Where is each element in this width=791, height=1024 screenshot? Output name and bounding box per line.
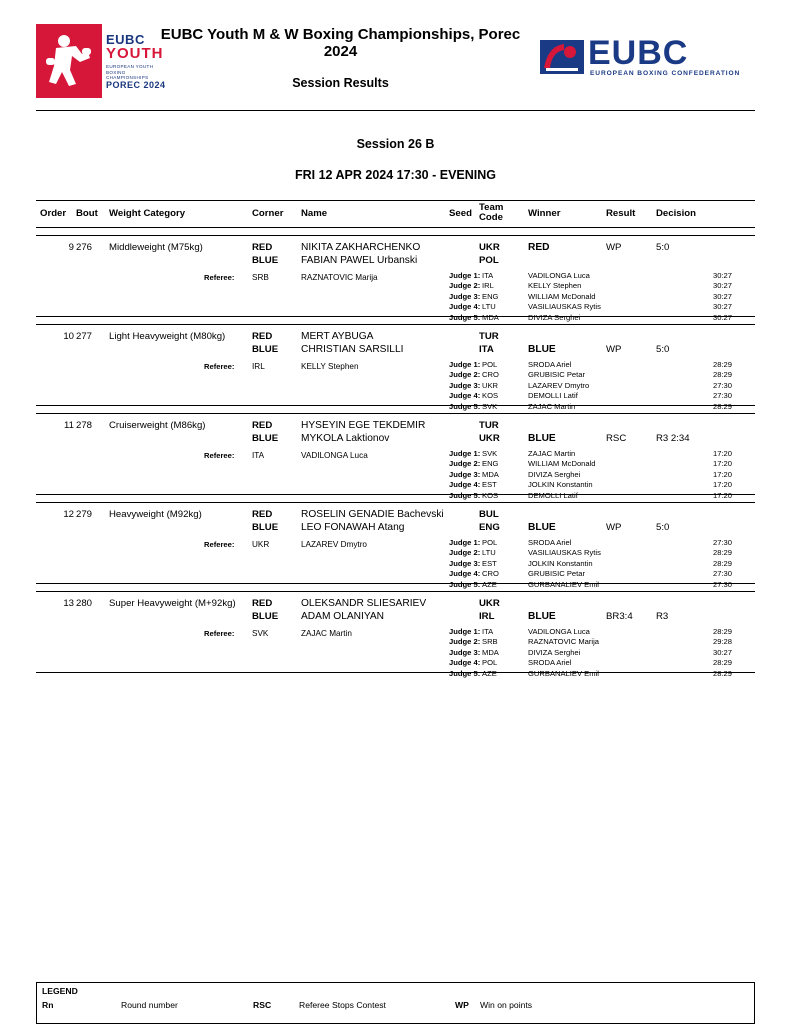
bout-blue-corner: BLUE [252,344,279,355]
bout-number: 280 [76,598,93,609]
judge-score: 27:30 [713,538,733,547]
column-header-order: Order [40,208,67,219]
judge-name: LAZAREV Dmytro [528,380,590,390]
bout-weight-category: Heavyweight (M92kg) [109,509,202,520]
judge-row [449,459,749,469]
bout-decision: R3 [656,611,669,622]
legend-value-rn: Round number [121,1000,178,1010]
referee-label: Referee: [204,362,235,371]
judge-score: 27:30 [713,569,733,579]
judge-country: POL [482,360,498,369]
column-header-weight: Weight Category [109,208,186,219]
judge-row [449,491,749,501]
judge-name: VASILIAUSKAS Rytis [528,548,601,558]
judge-country: CRO [482,370,499,380]
referee-country: SVK [252,629,269,638]
referee-name: LAZAREV Dmytro [301,540,367,549]
title-block [146,26,535,90]
bout-order: 9 [68,242,74,253]
judge-country: KOS [482,391,499,401]
table-column-headers [36,200,755,228]
bout-weight-category: Light Heavyweight (M80kg) [109,331,226,342]
judge-name: DEMOLLI Latif [528,490,578,500]
bout-blue-corner: BLUE [252,255,279,266]
judge-name: SRODA Ariel [528,538,572,547]
referee-name: KELLY Stephen [301,362,359,371]
bout-blue-boxer-name: FABIAN PAWEL Urbanski [301,255,418,266]
column-header-name: Name [301,208,328,219]
column-header-corner: Corner [252,208,284,219]
judge-name: DIVIZA Serghei [528,312,581,322]
judge-label: Judge 2: [449,637,481,647]
column-header-result: Result [606,208,636,219]
column-header-seed: Seed [449,208,472,219]
judge-row [449,302,749,312]
judge-name: GRUBISIC Petar [528,569,585,579]
judge-name: ZAJAC Martin [528,401,576,411]
judge-name: JOLKIN Konstantin [528,558,593,568]
bout-number: 279 [76,509,93,520]
bout-order: 11 [64,420,74,431]
judge-label: Judge 1: [449,449,481,458]
bout-blue-team-code: ENG [479,522,500,533]
referee-label: Referee: [204,451,235,460]
judge-row [449,292,749,302]
judge-country: MDA [482,469,499,479]
legend-value-wp: Win on points [480,1000,533,1010]
bout-result: BR3:4 [606,611,633,622]
judge-label: Judge 1: [449,271,481,280]
referee-label: Referee: [204,540,235,549]
judge-country: ITA [482,271,494,280]
judge-label: Judge 3: [449,380,481,390]
bout-decision: 5:0 [656,522,670,533]
bout-red-boxer-name: OLEKSANDR SLIESARIEV [301,598,427,609]
judge-row [449,580,749,590]
eubc-logo [540,36,755,84]
judge-row [449,360,749,370]
judge-country: UKR [482,380,499,390]
bout-number: 278 [76,420,93,431]
legend-key-wp: WP [455,1000,469,1010]
judge-country: AZE [482,668,497,678]
bout-number: 277 [76,331,93,342]
judge-label: Judge 5: [449,579,481,589]
judge-name: VADILONGA Luca [528,627,590,636]
judge-score: 17:20 [713,480,733,490]
judge-country: LTU [482,548,496,558]
referee-country: IRL [252,362,265,371]
session-date: FRI 12 APR 2024 17:30 - EVENING [294,168,496,182]
judge-name: VASILIAUSKAS Rytis [528,302,601,312]
judge-score: 27:30 [713,380,733,390]
judge-score: 28:29 [713,360,733,369]
judge-name: SRODA Ariel [528,360,572,369]
judge-score: 28:29 [713,668,733,678]
bout-blue-corner: BLUE [252,611,279,622]
judge-name: GURBANALIEV Emil [528,668,599,678]
judges-list [449,538,749,590]
judge-name: JOLKIN Konstantin [528,480,593,490]
bout-red-corner: RED [252,242,273,253]
bout-winner: BLUE [528,611,556,622]
judge-country: IRL [482,281,494,291]
referee-name: ZAJAC Martin [301,629,352,638]
legend-value-rsc: Referee Stops Contest [299,1000,386,1010]
judges-list [449,360,749,412]
judge-score: 28:29 [713,401,733,411]
logo-sub-text: EUROPEAN YOUTH BOXING CHAMPIONSHIPS [106,64,154,81]
boxer-icon [42,30,96,92]
judge-row [449,449,749,459]
bout-row [36,324,755,411]
judge-name: GRUBISIC Petar [528,370,585,380]
judge-name: SRODA Ariel [528,658,572,668]
bout-blue-boxer-name: CHRISTIAN SARSILLI [301,344,404,355]
bout-winner: BLUE [528,344,556,355]
judge-label: Judge 4: [449,480,481,490]
judge-name: RAZNATOVIC Marija [528,637,600,647]
eubc-logo-tagline: EUROPEAN BOXING CONFEDERATION [590,70,741,77]
judge-name: DEMOLLI Latif [528,391,578,401]
bout-row [36,413,755,500]
legend-row [37,1000,754,1012]
bout-blue-corner: BLUE [252,522,279,533]
bout-red-team-code: TUR [479,420,499,431]
judge-row [449,402,749,412]
referee-name: VADILONGA Luca [301,451,368,460]
bout-row [36,235,755,322]
eubc-mark-icon [540,38,584,76]
bout-result: WP [606,344,622,355]
judge-score: 27:30 [713,579,733,589]
judge-country: SVK [482,401,498,411]
judge-label: Judge 4: [449,391,481,401]
judge-label: Judge 5: [449,668,481,678]
judge-name: WILLIAM McDonald [528,459,596,469]
bout-row [36,502,755,589]
session-title: Session 26 B [356,137,435,151]
column-header-decision: Decision [656,208,696,219]
judge-label: Judge 3: [449,558,481,568]
judges-list [449,627,749,679]
judge-label: Judge 1: [449,627,481,636]
judge-row [449,391,749,401]
judge-label: Judge 3: [449,647,481,657]
judge-label: Judge 4: [449,569,481,579]
referee-country: ITA [252,451,265,460]
judge-name: KELLY Stephen [528,281,582,291]
bout-blue-team-code: UKR [479,433,500,444]
judge-label: Judge 2: [449,548,481,558]
judge-score: 30:27 [713,302,733,312]
referee-name: RAZNATOVIC Marija [301,273,378,282]
bout-decision: 5:0 [656,242,670,253]
bout-blue-boxer-name: ADAM OLANIYAN [301,611,385,622]
judge-score: 30:27 [713,281,733,291]
judge-label: Judge 3: [449,291,481,301]
bout-result: WP [606,522,622,533]
column-header-team-line1: Team [479,202,504,213]
judge-row [449,627,749,637]
eubc-logo-text: EUBC [588,34,689,72]
judge-country: POL [482,658,498,668]
bout-red-team-code: TUR [479,331,499,342]
logo-porec-text: POREC 2024 [106,80,166,90]
bout-order: 12 [63,509,74,520]
judge-row [449,637,749,647]
referee-label: Referee: [204,273,235,282]
judge-country: SRB [482,637,498,647]
judge-label: Judge 3: [449,469,481,479]
judge-label: Judge 2: [449,281,481,291]
bout-red-boxer-name: MERT AYBUGA [301,331,374,342]
bouts-list [36,235,755,678]
bout-red-boxer-name: ROSELIN GENADIE Bachevski [301,509,444,520]
legend-key-rn: Rn [42,1000,54,1010]
judge-country: KOS [482,490,499,500]
judge-label: Judge 2: [449,370,481,380]
legend-key-rsc: RSC [253,1000,272,1010]
judge-score: 28:29 [713,627,733,636]
bout-decision: R3 2:34 [656,433,690,444]
judge-country: EST [482,558,497,568]
judge-name: ZAJAC Martin [528,449,576,458]
judge-score: 27:30 [713,391,733,401]
judge-score: 30:27 [713,271,733,280]
judge-country: MDA [482,312,499,322]
logo-youth-text: YOUTH [106,45,164,62]
bout-blue-team-code: ITA [479,344,494,355]
judge-row [449,548,749,558]
judge-row [449,669,749,679]
judge-label: Judge 4: [449,658,481,668]
judge-name: DIVIZA Serghei [528,469,581,479]
bout-result: WP [606,242,622,253]
legend [36,982,755,1024]
judge-country: MDA [482,647,499,657]
bout-weight-category: Middleweight (M75kg) [109,242,203,253]
bout-red-boxer-name: NIKITA ZAKHARCHENKO [301,242,421,253]
bout-blue-team-code: IRL [479,611,495,622]
bout-decision: 5:0 [656,344,670,355]
judge-name: GURBANALIEV Emil [528,579,599,589]
judge-score: 30:27 [713,647,733,657]
judge-score: 17:20 [713,469,733,479]
judge-country: POL [482,538,498,547]
bout-red-corner: RED [252,598,273,609]
judge-name: VADILONGA Luca [528,271,590,280]
judge-score: 17:20 [713,459,733,469]
bout-red-corner: RED [252,331,273,342]
judge-score: 28:29 [713,558,733,568]
judge-row [449,370,749,380]
bout-red-team-code: UKR [479,242,500,253]
referee-label: Referee: [204,629,235,638]
bout-weight-category: Cruiserweight (M86kg) [109,420,206,431]
bout-red-team-code: BUL [479,509,499,520]
column-header-team-code [479,203,523,223]
judge-country: LTU [482,302,496,312]
judge-score: 28:29 [713,658,733,668]
bout-red-boxer-name: HYSEYIN EGE TEKDEMIR [301,420,426,431]
judge-row [449,381,749,391]
judge-row [449,470,749,480]
bout-blue-boxer-name: LEO FONAWAH Atang [301,522,405,533]
judge-score: 17:20 [713,449,733,458]
judge-score: 30:27 [713,291,733,301]
referee-country: SRB [252,273,269,282]
bout-result: RSC [606,433,627,444]
bout-red-team-code: UKR [479,598,500,609]
judge-name: WILLIAM McDonald [528,291,596,301]
judge-country: AZE [482,579,497,589]
judge-country: ENG [482,459,499,469]
judge-score: 30:27 [713,312,733,322]
judge-row [449,648,749,658]
judge-score: 29:28 [713,637,733,647]
judge-country: SVK [482,449,498,458]
judge-country: ITA [482,627,494,636]
bout-row [36,591,755,678]
bout-winner: BLUE [528,522,556,533]
judge-label: Judge 5: [449,401,481,411]
bout-number: 276 [76,242,93,253]
judge-row [449,271,749,281]
bout-winner: BLUE [528,433,556,444]
judge-row [449,313,749,323]
bout-order: 13 [63,598,74,609]
judge-label: Judge 1: [449,360,481,369]
judges-list [449,271,749,323]
judge-row [449,538,749,548]
judge-country: CRO [482,569,499,579]
judge-row [449,281,749,291]
judge-name: DIVIZA Serghei [528,647,581,657]
column-header-team-line2: Code [479,212,503,223]
column-header-bout: Bout [76,208,98,219]
bout-weight-category: Super Heavyweight (M+92kg) [109,598,236,609]
bout-red-corner: RED [252,420,273,431]
judges-list [449,449,749,501]
judge-score: 28:29 [713,370,733,380]
judge-row [449,559,749,569]
judge-row [449,480,749,490]
bout-winner: RED [528,242,550,253]
bout-order: 10 [63,331,74,342]
judge-label: Judge 4: [449,302,481,312]
judge-row [449,569,749,579]
judge-label: Judge 2: [449,459,481,469]
judge-country: ENG [482,291,499,301]
referee-country: UKR [252,540,270,549]
judge-row [449,658,749,668]
page-subtitle: Session Results [292,76,389,90]
page-title: EUBC Youth M & W Boxing Championships, Porec 2024 [160,26,521,60]
judge-score: 28:29 [713,548,733,558]
bout-blue-boxer-name: MYKOLA Laktionov [301,433,390,444]
bout-blue-team-code: POL [479,255,499,266]
judge-label: Judge 5: [449,490,481,500]
judge-label: Judge 5: [449,312,481,322]
document-header [36,18,755,111]
judge-score: 17:20 [713,490,733,500]
logo-eubc-text: EUBC [106,32,145,47]
bout-red-corner: RED [252,509,273,520]
judge-label: Judge 1: [449,538,481,547]
legend-title: LEGEND [42,986,78,996]
judge-country: EST [482,480,497,490]
column-header-winner: Winner [528,208,561,219]
bout-blue-corner: BLUE [252,433,279,444]
